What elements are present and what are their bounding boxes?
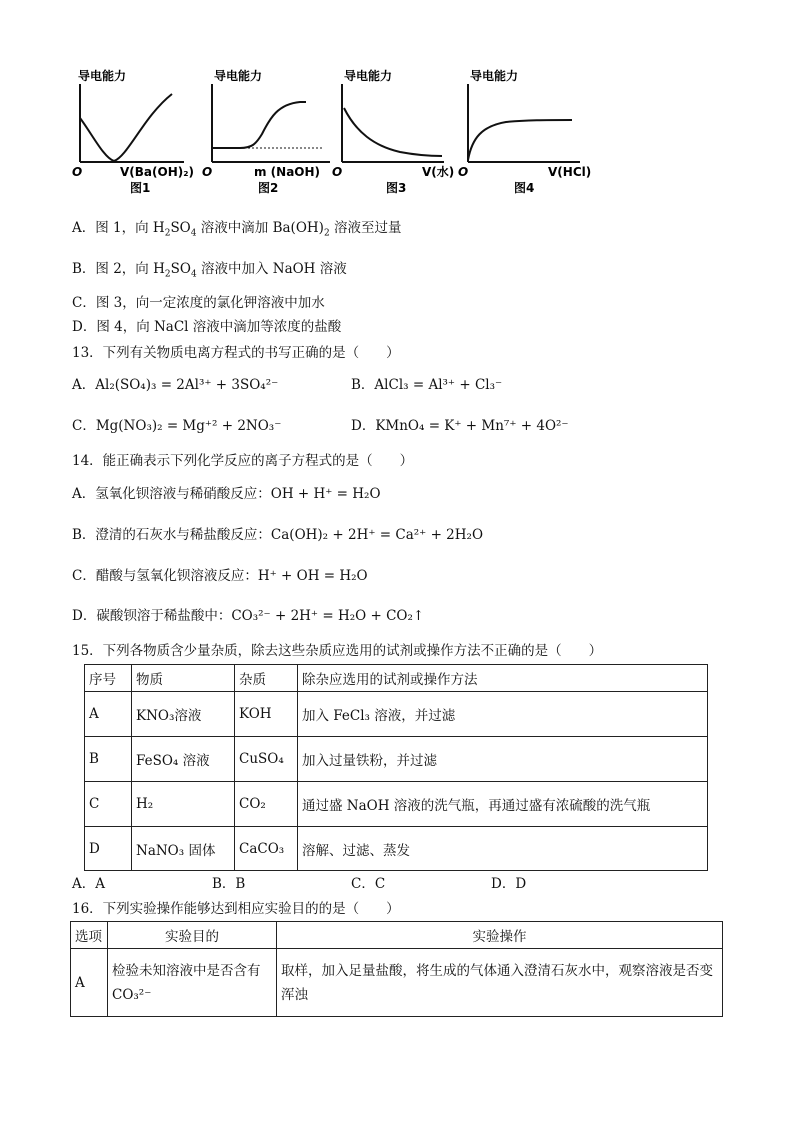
- table-header-cell: 序号: [85, 665, 132, 692]
- q15-choice-b: B．B: [212, 876, 246, 892]
- figure-3-caption: 图3: [386, 181, 407, 195]
- table-row: [85, 782, 708, 827]
- figure-4-graph: [456, 66, 592, 196]
- table-cell: A: [71, 949, 108, 1017]
- goal-line: CO₃²⁻: [112, 986, 152, 1003]
- table-header-cell: 物质: [132, 665, 235, 692]
- table-row: [71, 949, 723, 1017]
- figure-2-origin: O: [202, 165, 213, 179]
- table-row: [85, 692, 708, 737]
- operation-line: 取样，加入足量盐酸，将生成的气体通入澄清石灰水中，观察溶液是否变: [281, 962, 713, 979]
- figure-1-origin: O: [72, 165, 83, 179]
- q12-option-d: D．图 4，向 NaCl 溶液中滴加等浓度的盐酸: [72, 319, 342, 335]
- figure-1-xlabel: V(Ba(OH)₂): [120, 165, 194, 179]
- q15-table: [84, 664, 708, 871]
- table-cell: 加入过量铁粉，并过滤: [298, 737, 708, 782]
- q13-option-d: D．KMnO₄ = K⁺ + Mn⁷⁺ + 4O²⁻: [351, 418, 569, 434]
- figure-4-xlabel: V(HCl): [548, 165, 592, 179]
- table-header-cell: 实验操作: [277, 922, 723, 949]
- figure-3-origin: O: [332, 165, 343, 179]
- table-cell: B: [85, 737, 132, 782]
- table-header-cell: 除杂应选用的试剂或操作方法: [298, 665, 708, 692]
- table-row: [85, 827, 708, 871]
- q16-table: [70, 921, 723, 1017]
- figure-4-ylabel: 导电能力: [470, 69, 519, 83]
- figure-3-ylabel: 导电能力: [344, 69, 393, 83]
- figure-1-caption: 图1: [130, 181, 151, 195]
- q13-stem: 13．下列有关物质电离方程式的书写正确的是（ ）: [72, 345, 400, 361]
- q12-option-c: C．图 3，向一定浓度的氯化钾溶液中加水: [72, 295, 325, 311]
- table-header-cell: 选项: [71, 922, 108, 949]
- table-header-cell: 杂质: [235, 665, 298, 692]
- q12-option-a: A．图 1，向 $H_2SO_4$ 溶液中滴加 $Ba(OH)_2$ 溶液至过量: [72, 220, 402, 239]
- operation-line: 浑浊: [281, 986, 308, 1003]
- q14-option-c: C．醋酸与氢氧化钡溶液反应：H⁺ + OH = H₂O: [72, 568, 368, 584]
- figure-2-ylabel: 导电能力: [214, 69, 263, 83]
- table-cell: 溶解、过滤、蒸发: [298, 827, 708, 871]
- table-cell: KOH: [235, 692, 298, 737]
- table-cell: CuSO₄: [235, 737, 298, 782]
- table-cell: NaNO₃ 固体: [132, 827, 235, 871]
- figure-2-xlabel: m (NaOH): [254, 165, 321, 179]
- q13-option-b: B．AlCl₃ = Al³⁺ + Cl₃⁻: [351, 377, 503, 393]
- table-header-row: [85, 665, 708, 692]
- figure-1-ylabel: 导电能力: [78, 69, 127, 83]
- table-cell: H₂: [132, 782, 235, 827]
- table-cell: FeSO₄ 溶液: [132, 737, 235, 782]
- goal-line: 检验未知溶液中是否含有: [112, 962, 261, 979]
- figure-4-origin: O: [458, 165, 469, 179]
- table-header-row: [71, 922, 723, 949]
- table-cell: A: [85, 692, 132, 737]
- table-cell: C: [85, 782, 132, 827]
- figure-1-graph: [72, 66, 192, 196]
- q15-choice-a: A．A: [72, 876, 105, 892]
- figure-4-caption: 图4: [514, 181, 535, 195]
- q12-option-b: B．图 2，向 $H_2SO_4$ 溶液中加入 NaOH 溶液: [72, 261, 347, 280]
- q14-option-b: B．澄清的石灰水与稀盐酸反应：Ca(OH)₂ + 2H⁺ = Ca²⁺ + 2H₂O: [72, 527, 484, 543]
- q14-option-d: D．碳酸钡溶于稀盐酸中：CO₃²⁻ + 2H⁺ = H₂O + CO₂↑: [72, 608, 425, 624]
- table-cell: [277, 949, 723, 1017]
- q15-choice-d: D．D: [491, 876, 527, 892]
- table-cell: [108, 949, 277, 1017]
- figure-2-caption: 图2: [258, 181, 279, 195]
- q16-stem: 16．下列实验操作能够达到相应实验目的的是（ ）: [72, 901, 400, 917]
- table-cell: D: [85, 827, 132, 871]
- table-cell: CO₂: [235, 782, 298, 827]
- table-cell: 通过盛 NaOH 溶液的洗气瓶，再通过盛有浓硫酸的洗气瓶: [298, 782, 708, 827]
- q14-stem: 14．能正确表示下列化学反应的离子方程式的是（ ）: [72, 453, 414, 469]
- table-cell: KNO₃溶液: [132, 692, 235, 737]
- q15-stem: 15．下列各物质含少量杂质，除去这些杂质应选用的试剂或操作方法不正确的是（ ）: [72, 643, 603, 659]
- q13-option-a: A．Al₂(SO₄)₃ = 2Al³⁺ + 3SO₄²⁻: [72, 377, 279, 393]
- q14-option-a: A．氢氧化钡溶液与稀硝酸反应：OH + H⁺ = H₂O: [72, 486, 381, 502]
- q13-option-c: C．Mg(NO₃)₂ = Mg⁺² + 2NO₃⁻: [72, 418, 282, 434]
- table-row: [85, 737, 708, 782]
- table-header-cell: 实验目的: [108, 922, 277, 949]
- figure-3-graph: [330, 66, 455, 196]
- table-cell: CaCO₃: [235, 827, 298, 871]
- figure-2-graph: [200, 66, 332, 196]
- table-cell: 加入 FeCl₃ 溶液，并过滤: [298, 692, 708, 737]
- figure-3-xlabel: V(水): [422, 165, 455, 179]
- q15-choice-c: C．C: [351, 876, 386, 892]
